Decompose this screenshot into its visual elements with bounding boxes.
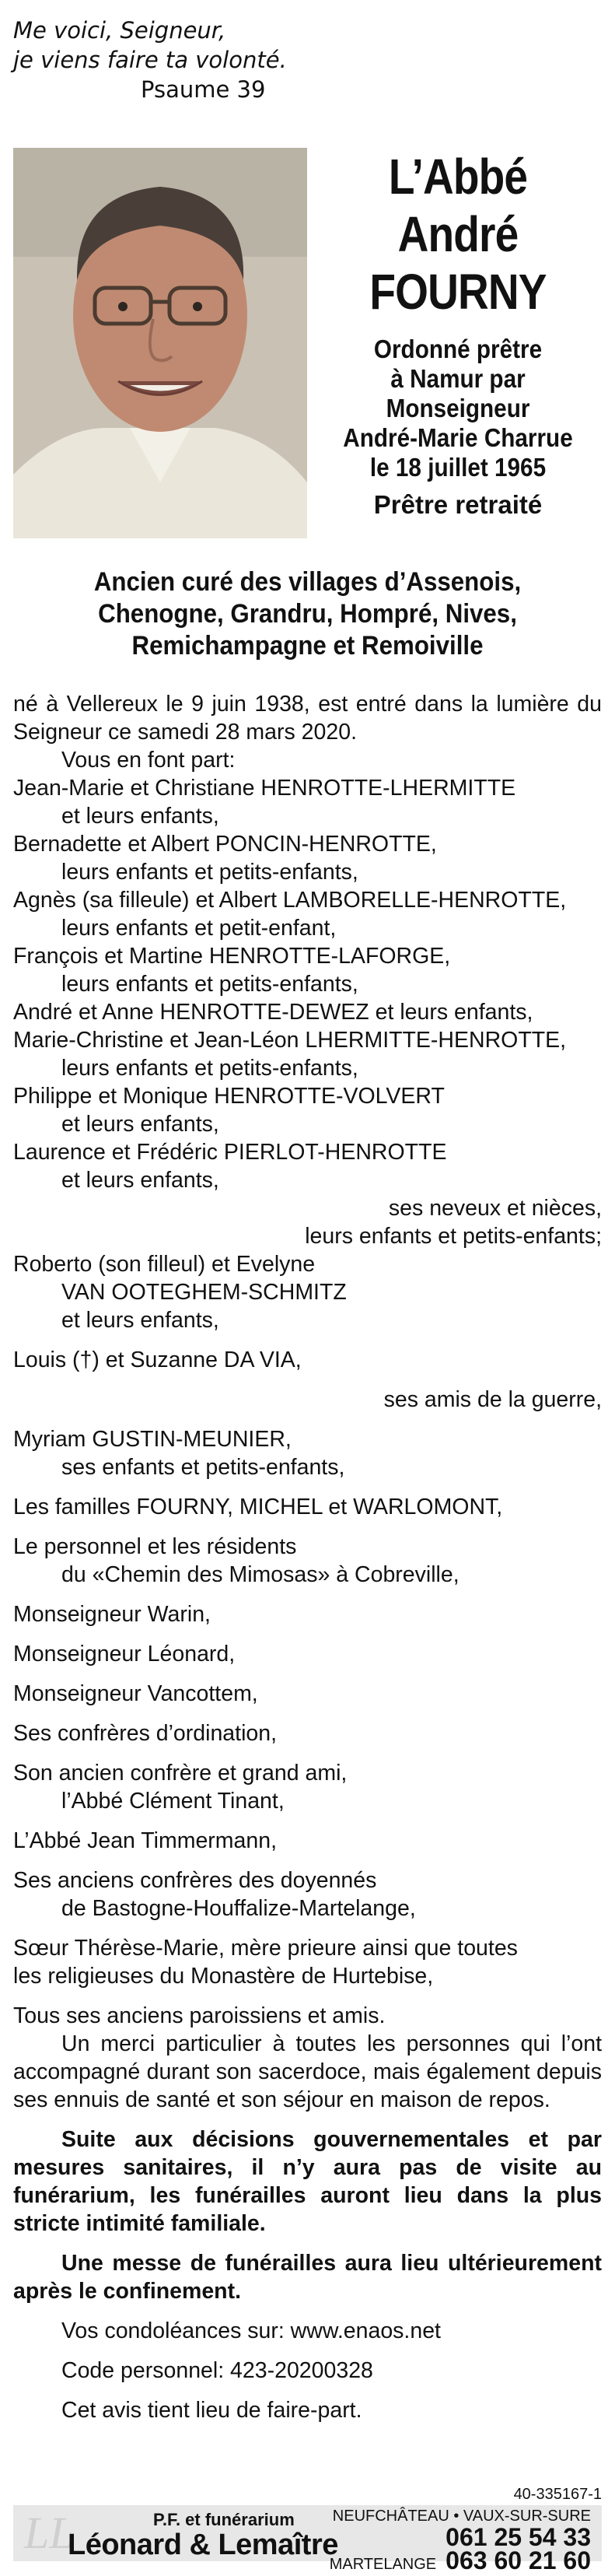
family-line: Agnès (sa filleule) et Albert LAMBORELLE-HENROTTE, <box>13 888 567 913</box>
funeral-home-towns: NEUFCHÂTEAU • VAUX-SUR-SURE <box>332 2508 591 2525</box>
former-parish <box>37 566 578 662</box>
friend-line: Louis (†) et Suzanne DA VIA, <box>13 1348 302 1372</box>
former-parish-line-3: Remichampagne et Remoiville <box>131 631 484 661</box>
family-line: leurs enfants et petits-enfants, <box>61 1056 358 1081</box>
notice-line: Cet avis tient lieu de faire-part. <box>61 2398 362 2423</box>
epigraph-reference: Psaume 39 <box>141 76 266 103</box>
intro-text: Vous en font part: <box>61 748 236 773</box>
family-line: leurs enfants et petit-enfant, <box>61 916 337 941</box>
staff-line-1: Le personnel et les résidents <box>13 1534 297 1559</box>
deceased-last-name: FOURNY <box>369 264 547 320</box>
epigraph-line-2: je viens faire ta volonté. <box>13 47 287 73</box>
family-line: Bernadette et Albert PONCIN-HENROTTE, <box>13 832 437 857</box>
ordination-line-2: à Namur par <box>390 364 526 393</box>
reference-number: 40-335167-1 <box>513 2486 602 2503</box>
funeral-home-phone-2: 063 60 21 60 <box>446 2546 591 2574</box>
funeral-home-monogram: LL <box>24 2508 75 2558</box>
family-line: et leurs enfants, <box>61 804 219 829</box>
announcement-body <box>13 690 602 2424</box>
deanery-line-2: de Bastogne-Houffalize-Martelange, <box>61 1896 416 1921</box>
family-line: François et Martine HENROTTE-LAFORGE, <box>13 944 451 969</box>
friend-priest-line-1: Son ancien confrère et grand ami, <box>13 1761 348 1786</box>
funeral-home-tagline: P.F. et funérarium <box>153 2510 295 2529</box>
funeral-home-footer <box>13 2505 602 2574</box>
funeral-home-contact <box>327 2507 591 2576</box>
retired-status: Prêtre retraité <box>373 490 543 519</box>
family-line: Jean-Marie et Christiane HENROTTE-LHERMITTE <box>13 776 516 801</box>
condolences-line: Vos condoléances sur: www.enaos.net <box>61 2318 441 2343</box>
bishop-line: Monseigneur Léonard, <box>13 1642 236 1667</box>
thanks-paragraph: Un merci particulier à toutes les personnes qui l’ont accompagné durant son sacerdoce, mais également depuis ses ennuis de santé et son séjour en maison de repos. <box>13 2031 602 2112</box>
ordination-line-4: André-Marie Charrue <box>343 423 573 452</box>
family-line: André et Anne HENROTTE-DEWEZ et leurs enfants, <box>13 1000 533 1025</box>
funeral-home-name: Léonard & Lemaître <box>68 2529 338 2561</box>
deceased-name-block <box>311 148 605 520</box>
funeral-home-town-2: MARTELANGE <box>329 2556 437 2573</box>
family-line: leurs enfants et petits-enfants, <box>61 860 358 885</box>
family-line: Philippe et Monique HENROTTE-VOLVERT <box>13 1084 445 1109</box>
epigraph <box>13 16 287 104</box>
mass-paragraph: Une messe de funérailles aura lieu ultérieurement après le confinement. <box>13 2251 602 2304</box>
deceased-title: L’Abbé <box>388 149 528 205</box>
ordination-line-1: Ordonné prêtre <box>373 335 543 363</box>
friend-priest-line-2: l’Abbé Clément Tinant, <box>61 1789 285 1814</box>
confreres-line: Ses confrères d’ordination, <box>13 1721 278 1746</box>
friend-line: et leurs enfants, <box>61 1308 219 1333</box>
nephews-line-1: ses neveux et nièces, <box>388 1196 602 1221</box>
deanery-line-1: Ses anciens confrères des doyennés <box>13 1868 377 1893</box>
ordination-line-3: Monseigneur <box>386 394 530 422</box>
sister-line-2: les religieuses du Monastère de Hurtebise, <box>13 1964 434 1989</box>
deceased-first-name: André <box>397 206 519 262</box>
bishop-line: Monseigneur Vancottem, <box>13 1681 258 1706</box>
covid-paragraph: Suite aux décisions gouvernementales et par mesures sanitaires, il n’y aura pas de visite au funérarium, les funérailles auront lieu dans la plus stricte intimité familiale. <box>13 2127 602 2236</box>
families-line: Les familles FOURNY, MICHEL et WARLOMONT, <box>13 1495 503 1519</box>
former-parish-line-2: Chenogne, Grandru, Hompré, Nives, <box>98 599 517 629</box>
birth-text: né à Vellereux le 9 juin 1938, est entré dans la lumière du Seigneur ce samedi 28 mars 2020. <box>13 692 602 745</box>
friend-line: VAN OOTEGHEM-SCHMITZ <box>61 1280 347 1305</box>
ordination-info <box>326 335 590 482</box>
timmermann-line: L’Abbé Jean Timmermann, <box>13 1828 278 1853</box>
nephews-line-2: leurs enfants et petits-enfants; <box>305 1224 602 1249</box>
family-line: Marie-Christine et Jean-Léon LHERMITTE-HENROTTE, <box>13 1028 567 1053</box>
ordination-line-5: le 18 juillet 1965 <box>369 453 547 482</box>
family-line: leurs enfants et petits-enfants, <box>61 972 358 997</box>
friend-line: Roberto (son filleul) et Evelyne <box>13 1252 316 1277</box>
bishop-line: Monseigneur Warin, <box>13 1602 211 1627</box>
family-line: Laurence et Frédéric PIERLOT-HENROTTE <box>13 1140 447 1165</box>
family-line: et leurs enfants, <box>61 1168 219 1193</box>
former-parish-line-1: Ancien curé des villages d’Assenois, <box>93 567 522 597</box>
staff-line-2: du «Chemin des Mimosas» à Cobreville, <box>61 1562 460 1587</box>
sister-line-1: Sœur Thérèse-Marie, mère prieure ainsi que toutes <box>13 1936 518 1961</box>
portrait-photo <box>13 148 307 538</box>
funeral-home-phone-1: 061 25 54 33 <box>446 2523 591 2551</box>
family-line: et leurs enfants, <box>61 1112 219 1137</box>
epigraph-line-1: Me voici, Seigneur, <box>13 17 226 44</box>
gustin-line-2: ses enfants et petits-enfants, <box>61 1455 345 1480</box>
parishioners-line: Tous ses anciens paroissiens et amis. <box>13 2003 386 2028</box>
personal-code-line: Code personnel: 423-20200328 <box>61 2358 373 2383</box>
war-friends: ses amis de la guerre, <box>383 1387 602 1412</box>
gustin-line-1: Myriam GUSTIN-MEUNIER, <box>13 1427 292 1452</box>
funeral-home-row-2 <box>327 2546 591 2576</box>
